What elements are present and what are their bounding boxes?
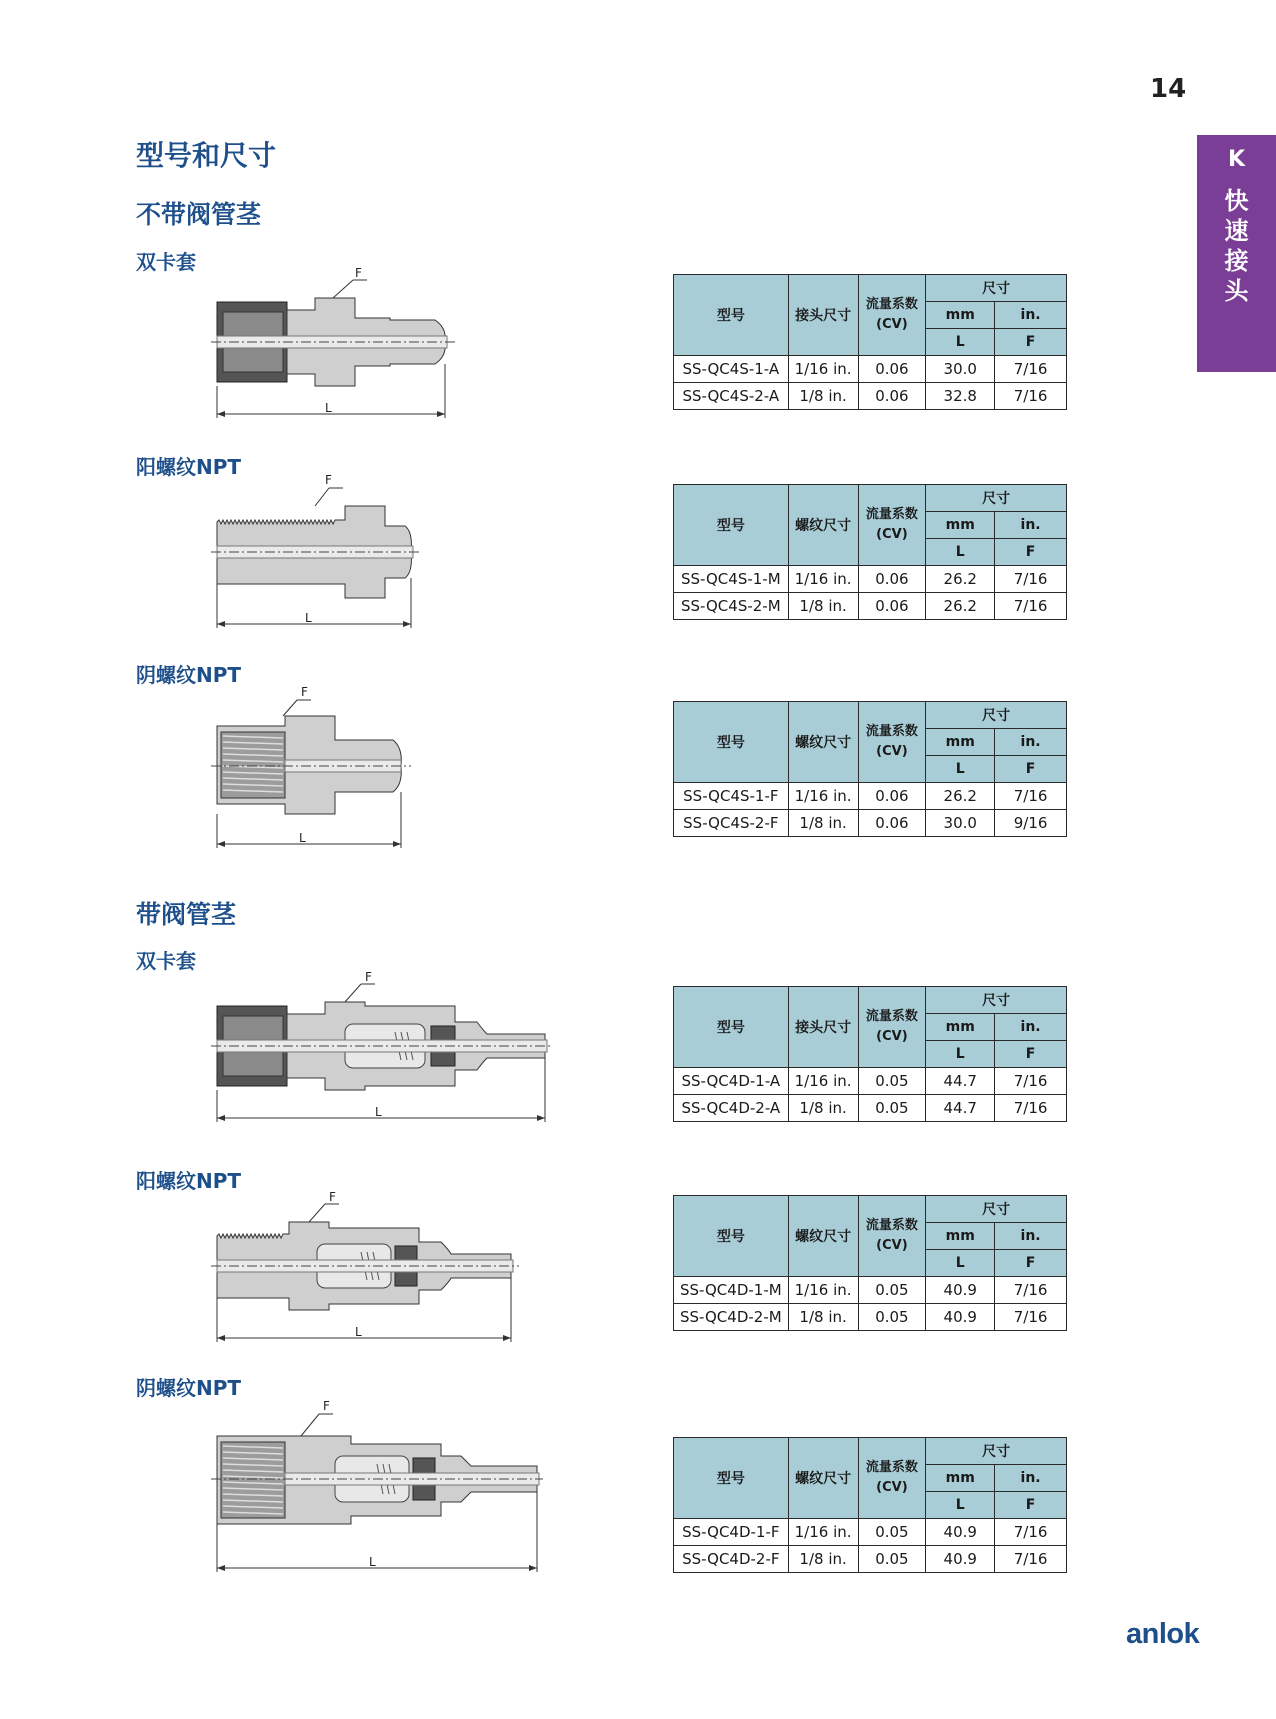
cell-L: 40.9 (926, 1519, 995, 1546)
header-cv-label: 流量系数 (865, 297, 918, 312)
header-thread-size: 螺纹尺寸 (788, 1196, 858, 1277)
cell-size: 1/8 in. (788, 593, 858, 620)
header-cv-unit: (CV) (876, 1480, 908, 1495)
header-in: in. (995, 512, 1067, 539)
cell-cv: 0.06 (858, 566, 926, 593)
cell-model: SS-QC4S-1-M (674, 566, 789, 593)
spec-table (673, 701, 1067, 837)
spec-table (673, 1437, 1067, 1573)
cell-L: 26.2 (926, 593, 995, 620)
dim-label-length: L (375, 1105, 382, 1119)
cell-F: 7/16 (995, 593, 1067, 620)
header-dimensions: 尺寸 (926, 1196, 1067, 1223)
header-cv-label: 流量系数 (865, 1009, 918, 1024)
cell-size: 1/16 in. (788, 1068, 858, 1095)
block-subtitle: 阳螺纹NPT (136, 1169, 242, 1193)
dim-label-flat: F (323, 1399, 330, 1413)
cell-size: 1/8 in. (788, 1304, 858, 1331)
header-cv-label: 流量系数 (865, 1218, 918, 1233)
header-mm: mm (926, 1223, 995, 1250)
header-L: L (926, 539, 995, 566)
cell-L: 44.7 (926, 1068, 995, 1095)
fitting-drawing-male-npt (205, 473, 425, 638)
dim-label-flat: F (365, 970, 372, 984)
header-cv-unit: (CV) (876, 744, 908, 759)
cell-F: 7/16 (995, 383, 1067, 410)
cell-size: 1/16 in. (788, 566, 858, 593)
cell-F: 7/16 (995, 356, 1067, 383)
cell-size: 1/8 in. (788, 1546, 858, 1573)
cell-L: 40.9 (926, 1304, 995, 1331)
fitting-drawing-tube (205, 268, 465, 428)
header-in: in. (995, 729, 1067, 756)
spec-table (673, 274, 1067, 410)
cell-size: 1/16 in. (788, 783, 858, 810)
cell-size: 1/16 in. (788, 356, 858, 383)
cell-cv: 0.05 (858, 1546, 926, 1573)
cell-F: 7/16 (995, 566, 1067, 593)
header-model: 型号 (674, 1196, 789, 1277)
dim-label-length: L (299, 831, 306, 845)
section-tab-char: 头 (1224, 277, 1249, 305)
cell-L: 26.2 (926, 783, 995, 810)
dim-label-length: L (355, 1325, 362, 1339)
header-cv-unit: (CV) (876, 527, 908, 542)
header-mm: mm (926, 1014, 995, 1041)
cell-model: SS-QC4S-2-F (674, 810, 789, 837)
spec-table (673, 484, 1067, 620)
cell-model: SS-QC4D-2-M (674, 1304, 789, 1331)
header-dimensions: 尺寸 (926, 1438, 1067, 1465)
cell-model: SS-QC4D-2-A (674, 1095, 789, 1122)
header-model: 型号 (674, 987, 789, 1068)
header-mm: mm (926, 729, 995, 756)
spec-table (673, 1195, 1067, 1331)
header-flow-coefficient (858, 1196, 926, 1277)
block-subtitle: 阴螺纹NPT (136, 663, 242, 687)
dim-label-length: L (369, 1555, 376, 1569)
spec-table (673, 986, 1067, 1122)
header-F: F (995, 1041, 1067, 1068)
cell-F: 7/16 (995, 1095, 1067, 1122)
cell-size: 1/16 in. (788, 1277, 858, 1304)
header-dimensions: 尺寸 (926, 485, 1067, 512)
header-flow-coefficient (858, 987, 926, 1068)
header-cv-unit: (CV) (876, 1029, 908, 1044)
cell-L: 44.7 (926, 1095, 995, 1122)
page-title: 型号和尺寸 (136, 139, 277, 172)
cell-F: 7/16 (995, 1519, 1067, 1546)
header-mm: mm (926, 302, 995, 329)
header-L: L (926, 1250, 995, 1277)
header-connection-size: 接头尺寸 (788, 987, 858, 1068)
fitting-drawing-tube-valved (205, 972, 555, 1132)
cell-L: 40.9 (926, 1277, 995, 1304)
section-tab-char: 接 (1224, 247, 1249, 275)
table-row (674, 566, 1067, 593)
header-L: L (926, 329, 995, 356)
block-subtitle: 阴螺纹NPT (136, 1376, 242, 1400)
table-row (674, 783, 1067, 810)
header-F: F (995, 756, 1067, 783)
header-F: F (995, 1250, 1067, 1277)
page-number: 14 (1150, 74, 1187, 104)
header-dimensions: 尺寸 (926, 702, 1067, 729)
header-mm: mm (926, 1465, 995, 1492)
cell-model: SS-QC4S-2-M (674, 593, 789, 620)
section-tab[interactable] (1197, 135, 1276, 372)
header-cv-label: 流量系数 (865, 724, 918, 739)
cell-F: 7/16 (995, 783, 1067, 810)
cell-size: 1/16 in. (788, 1519, 858, 1546)
header-model: 型号 (674, 1438, 789, 1519)
cell-cv: 0.06 (858, 383, 926, 410)
section-tab-letter: K (1227, 147, 1246, 172)
header-in: in. (995, 302, 1067, 329)
cell-L: 30.0 (926, 356, 995, 383)
header-in: in. (995, 1014, 1067, 1041)
table-row (674, 593, 1067, 620)
cell-L: 40.9 (926, 1546, 995, 1573)
header-L: L (926, 756, 995, 783)
brand-logo: anlok (1126, 1618, 1200, 1650)
header-F: F (995, 1492, 1067, 1519)
cell-model: SS-QC4D-1-F (674, 1519, 789, 1546)
cell-cv: 0.06 (858, 593, 926, 620)
dim-label-flat: F (301, 685, 308, 699)
cell-cv: 0.05 (858, 1304, 926, 1331)
block-subtitle: 双卡套 (136, 949, 196, 973)
header-connection-size: 接头尺寸 (788, 275, 858, 356)
header-model: 型号 (674, 275, 789, 356)
cell-cv: 0.06 (858, 356, 926, 383)
section-tab-title (1197, 186, 1276, 306)
header-cv-label: 流量系数 (865, 1460, 918, 1475)
header-cv-label: 流量系数 (865, 507, 918, 522)
section-tab-char: 速 (1224, 217, 1249, 245)
header-cv-unit: (CV) (876, 317, 908, 332)
header-flow-coefficient (858, 702, 926, 783)
block-subtitle: 阳螺纹NPT (136, 455, 242, 479)
section-title-with-valve: 带阀管茎 (136, 900, 237, 929)
cell-F: 7/16 (995, 1304, 1067, 1331)
cell-model: SS-QC4D-1-M (674, 1277, 789, 1304)
header-flow-coefficient (858, 275, 926, 356)
cell-cv: 0.05 (858, 1095, 926, 1122)
cell-F: 7/16 (995, 1068, 1067, 1095)
fitting-drawing-male-npt-valved (205, 1192, 525, 1352)
table-row (674, 1519, 1067, 1546)
dim-label-flat: F (325, 473, 332, 487)
cell-size: 1/8 in. (788, 810, 858, 837)
table-row (674, 383, 1067, 410)
cell-L: 32.8 (926, 383, 995, 410)
header-dimensions: 尺寸 (926, 987, 1067, 1014)
section-tab-char: 快 (1224, 187, 1249, 215)
table-row (674, 810, 1067, 837)
cell-model: SS-QC4D-1-A (674, 1068, 789, 1095)
header-in: in. (995, 1223, 1067, 1250)
header-thread-size: 螺纹尺寸 (788, 485, 858, 566)
cell-model: SS-QC4S-1-F (674, 783, 789, 810)
table-row (674, 1304, 1067, 1331)
header-thread-size: 螺纹尺寸 (788, 702, 858, 783)
cell-size: 1/8 in. (788, 383, 858, 410)
header-model: 型号 (674, 702, 789, 783)
cell-L: 26.2 (926, 566, 995, 593)
header-mm: mm (926, 512, 995, 539)
cell-cv: 0.05 (858, 1277, 926, 1304)
section-title-no-valve: 不带阀管茎 (136, 200, 262, 229)
cell-cv: 0.05 (858, 1068, 926, 1095)
cell-model: SS-QC4D-2-F (674, 1546, 789, 1573)
dim-label-length: L (305, 611, 312, 625)
table-row (674, 1068, 1067, 1095)
header-cv-unit: (CV) (876, 1238, 908, 1253)
table-row (674, 1095, 1067, 1122)
cell-model: SS-QC4S-1-A (674, 356, 789, 383)
table-row (674, 1546, 1067, 1573)
header-flow-coefficient (858, 1438, 926, 1519)
header-L: L (926, 1492, 995, 1519)
header-F: F (995, 539, 1067, 566)
cell-size: 1/8 in. (788, 1095, 858, 1122)
header-flow-coefficient (858, 485, 926, 566)
fitting-drawing-female-npt (205, 686, 425, 856)
dim-label-flat: F (329, 1190, 336, 1204)
cell-F: 7/16 (995, 1546, 1067, 1573)
dim-label-length: L (325, 401, 332, 415)
header-dimensions: 尺寸 (926, 275, 1067, 302)
cell-cv: 0.06 (858, 810, 926, 837)
cell-cv: 0.05 (858, 1519, 926, 1546)
header-thread-size: 螺纹尺寸 (788, 1438, 858, 1519)
block-subtitle: 双卡套 (136, 250, 196, 274)
cell-F: 7/16 (995, 1277, 1067, 1304)
table-row (674, 356, 1067, 383)
cell-cv: 0.06 (858, 783, 926, 810)
header-L: L (926, 1041, 995, 1068)
table-row (674, 1277, 1067, 1304)
cell-L: 30.0 (926, 810, 995, 837)
dim-label-flat: F (355, 266, 362, 280)
header-F: F (995, 329, 1067, 356)
header-model: 型号 (674, 485, 789, 566)
cell-model: SS-QC4S-2-A (674, 383, 789, 410)
header-in: in. (995, 1465, 1067, 1492)
fitting-drawing-female-npt-valved (205, 1400, 545, 1580)
cell-F: 9/16 (995, 810, 1067, 837)
